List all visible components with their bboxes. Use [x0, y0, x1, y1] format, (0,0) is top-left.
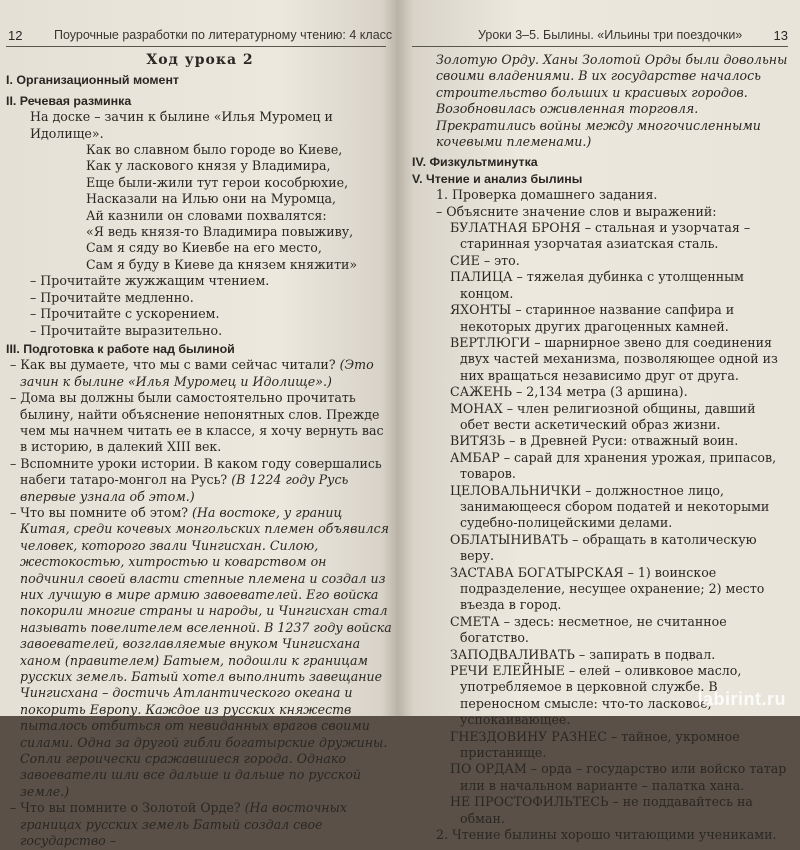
poem — [6, 142, 394, 273]
left-column — [6, 52, 394, 850]
step-1: 1. Проверка домашнего задания. — [436, 187, 658, 203]
glossary-entry: БУЛАТНАЯ БРОНЯ – стальная и узорчатая – старинная узорчатая азиатская сталь. — [450, 220, 751, 252]
paragraph: – Что вы помните о Золотой Орде? (На восточных границах русских земель Батый создал свое государство – — [10, 800, 347, 849]
glossary-entry: ЗАПОДВАЛИВАТЬ – запирать в подвал. — [450, 646, 716, 662]
watermark-logo: labirint.ru — [697, 689, 786, 709]
right-running-head: Уроки 3–5. Былины. «Ильины три поездочки» — [478, 28, 743, 42]
glossary-entry: ВЕРТЛЮГИ – шарнирное звено для соединения двух частей механизма, позволяющее одной из них вращаться независимо друг от друга. — [450, 334, 778, 383]
glossary-entry: ОБЛАТЫНИВАТЬ – обращать в католическую веру. — [450, 531, 757, 564]
glossary-entry: РЕЧИ ЕЛЕЙНЫЕ – елей – оливковое масло, употребляемое в церковной службе. В переносном смысле: что-то ласковое, успокаивающее. — [450, 663, 742, 728]
left-running-head: Поурочные разработки по литературному чтению: 4 класс — [54, 28, 393, 42]
glossary-entry: САЖЕНЬ – 2,134 метра (3 аршина). — [450, 384, 688, 400]
right-page-number: 13 — [773, 28, 788, 43]
glossary-entry: ЯХОНТЫ – старинное название сапфира и некоторых других драгоценных камней. — [450, 302, 735, 334]
poem-line: Еще были-жили тут герои кособрюхие, — [86, 174, 349, 190]
poem-line: Как у ласкового князя у Владимира, — [86, 158, 331, 174]
right-page — [398, 0, 800, 843]
section-1-heading: I. Организационный момент — [6, 73, 180, 88]
board-line: На доске – зачин к былине «Илья Муромец и Идолище». — [30, 109, 333, 141]
poem-line: Ай казнили он словами похвалятся: — [86, 207, 327, 223]
glossary-entry: ПО ОРДАМ – орда – государство или войско татар или в начальном варианте – палатка хана. — [450, 761, 787, 793]
paragraph: – Вспомните уроки истории. В каком году совершались набеги татаро-монгол на Русь? (В 1224 году Русь впервые узнала об этом.) — [10, 455, 382, 504]
explain-line: – Объясните значение слов и выражений: — [436, 203, 717, 219]
glossary-entry: ВИТЯЗЬ – в Древней Руси: отважный воин. — [450, 433, 739, 449]
glossary-entry: МОНАХ – член религиозной общины, давший обет вести аскетический образ жизни. — [450, 400, 756, 432]
paragraph: – Дома вы должны были самостоятельно прочитать былину, найти объяснение непонятных слов. Прежде чем мы начнем читать ее в классе, я хочу вернуть вас в историю, в далекий XIII век. — [10, 390, 384, 455]
glossary-entry: СИЕ – это. — [450, 252, 520, 268]
poem-line: Сам я буду в Киеве да князем княжити» — [86, 256, 358, 272]
glossary-entry: ЗАСТАВА БОГАТЫРСКАЯ – 1) воинское подразделение, несущее охранение; 2) место въезда в город. — [450, 564, 765, 613]
glossary — [412, 220, 788, 827]
glossary-entry: НЕ ПРОСТОФИЛЬТЕСЬ – не поддавайтесь на обман. — [450, 794, 753, 826]
section-5-heading: V. Чтение и анализ былины — [412, 171, 583, 186]
poem-line: Как во славном было городе во Киеве, — [86, 142, 343, 158]
paragraph: – Что вы помните об этом? (На востоке, у границ Китая, среди кочевых монгольских племен объявился человек, которого звали Чингисхан. Силою, жестокостью, хитростью и коварством он подчинил своей власти степные племена и создал из них лучшую в мире армию завоевателей. Его войска покорили многие страны и народы, и Чингисхан стал называть повелителем вселенной. В 1237 году войска завоевателей, возглавляемые внуком Чингисхана ханом (правителем) Батыем, подошли к границам русских земель. Батый хотел выполнить завещание Чингисхана – достичь Атлантического океана и покорить Европу. Каждое из русских княжеств пыталось отбиться от невиданных врагов своими силами. Одна за другой гибли богатырские дружины. Сопли героически сражавшиеся города. Однако завоеватели шли все дальше и дальше по русской земле.) — [10, 504, 392, 799]
task-item: – Прочитайте медленно. — [30, 289, 194, 305]
left-page-number: 12 — [8, 28, 23, 43]
paragraph: – Как вы думаете, что мы с вами сейчас читали? (Это зачин к былине «Илья Муромец и Идолище».) — [10, 357, 374, 389]
right-column — [412, 52, 788, 844]
glossary-entry: ПАЛИЦА – тяжелая дубинка с утолщенным концом. — [450, 269, 744, 301]
right-header-rule — [412, 46, 788, 47]
section-2-heading: II. Речевая разминка — [6, 93, 132, 108]
task-item: – Прочитайте с ускорением. — [30, 306, 220, 322]
left-header-rule — [6, 46, 386, 47]
poem-line: Насказали на Илью они на Муромца, — [86, 191, 337, 207]
poem-line: Сам я сяду во Киевбе на его место, — [86, 240, 322, 256]
continuation-text: Золотую Орду. Ханы Золотой Орды были довольны своими владениями. В их государстве началось строительство больших и красивых городов. Возобновилась оживленная торговля. Прекратились войны между многочисленными кочевыми племенами.) — [436, 52, 788, 150]
lesson-title: Ход урока 2 — [146, 52, 254, 68]
section-3-heading: III. Подготовка к работе над былиной — [6, 341, 235, 356]
step-2: 2. Чтение былины хорошо читающими учениками. — [436, 827, 777, 843]
task-item: – Прочитайте жужжащим чтением. — [30, 273, 270, 289]
glossary-entry: ГНЕЗДОВИНУ РАЗНЕС – тайное, укромное пристанище. — [450, 728, 740, 761]
task-item: – Прочитайте выразительно. — [30, 322, 223, 338]
section-4-heading: IV. Физкультминутка — [412, 155, 538, 170]
glossary-entry: ЦЕЛОВАЛЬНИЧКИ – должностное лицо, занимающееся сбором податей и некоторыми судебно-полицейскими делами. — [450, 482, 770, 531]
left-page — [0, 0, 398, 849]
glossary-entry: АМБАР – сарай для хранения урожая, припасов, товаров. — [450, 449, 777, 482]
poem-line: «Я ведь князя-то Владимира повыживу, — [86, 224, 354, 240]
glossary-entry: СМЕТА – здесь: несметное, не считанное богатство. — [450, 613, 727, 646]
